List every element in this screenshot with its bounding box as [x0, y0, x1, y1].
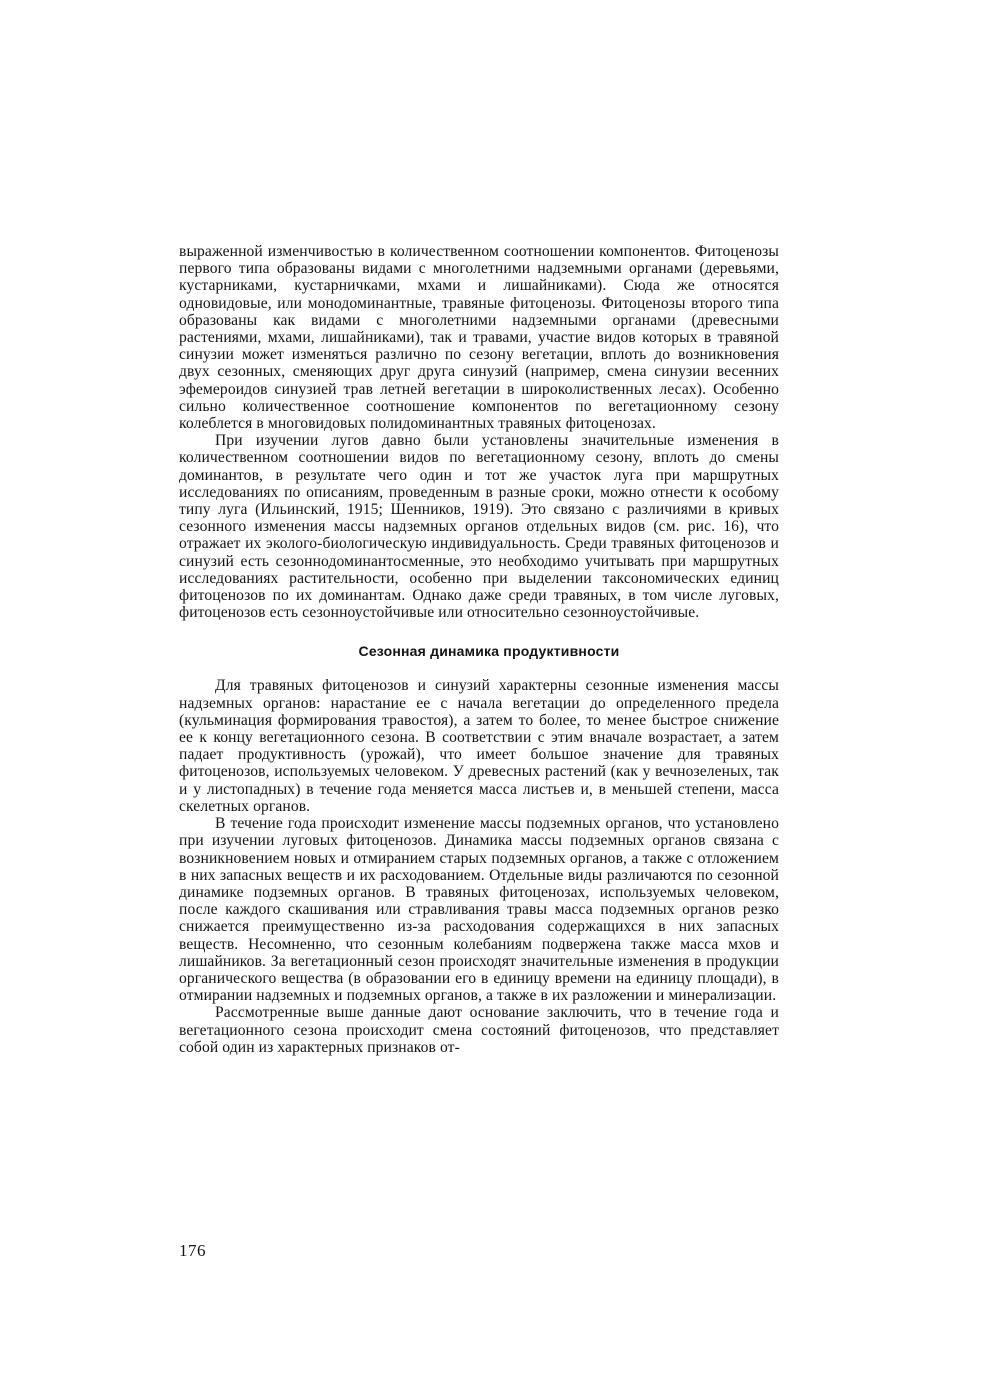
- paragraph-meadows: При изучении лугов давно были установлены значительные изменения в количественном соотношении видов по вегетационному сезону, вплоть до смены доминантов, в результате чего один и тот же участок луга при маршрутных исследованиях по описаниям, проведенным в разные сроки, можно отнести к особому типу луга (Ильинский, 1915; Шенников, 1919). Это связано с различиями в кривых сезонного изменения массы надземных органов отдельных видов (см. рис. 16), что отражает их эколого-биологическую индивидуальность. Среди травяных фитоценозов и синузий есть сезоннодоминантосменные, это необходимо учитывать при маршрутных исследованиях растительности, особенно при выделении таксономических единиц фитоценозов по их доминантам. Однако даже среди травяных, в том числе луговых, фитоценозов есть сезонноустойчивые или относительно сезонноустойчивые.: [179, 432, 779, 622]
- page-number: 176: [179, 1241, 206, 1260]
- paragraph-conclusion: Рассмотренные выше данные дают основание заключить, что в течение года и вегетационного сезона происходит смена состояний фитоценозов, что представляет собой один из характерных признаков от-: [179, 1004, 779, 1056]
- body-text: [179, 243, 779, 1056]
- paragraph-underground-organs: В течение года происходит изменение массы подземных органов, что установлено при изучении луговых фитоценозов. Динамика массы подземных органов связана с возникновением новых и отмиранием старых подземных органов, а также с отложением в них запасных веществ и их расходованием. Отдельные виды различаются по сезонной динамике подземных органов. В травяных фитоценозах, используемых человеком, после каждого скашивания или стравливания травы масса подземных органов резко снижается преимущественно из-за расходования содержащихся в них запасных веществ. Несомненно, что сезонным колебаниям подвержена также масса мхов и лишайников. За вегетационный сезон происходят значительные изменения в продукции органического вещества (в образовании его в единицу времени на единицу площади), в отмирании надземных и подземных органов, а также в их разложении и минерализации.: [179, 815, 779, 1005]
- section-heading: Сезонная динамика продуктивности: [358, 643, 620, 660]
- paragraph-aboveground-mass: Для травяных фитоценозов и синузий характерны сезонные изменения массы надземных органов: нарастание ее с начала вегетации до определенного предела (кульминация формирования травостоя), а затем то более, то менее быстрое снижение ее к концу вегетационного сезона. В соответствии с этим вначале возрастает, а затем падает продуктивность (урожай), что имеет большое значение для травяных фитоценозов, используемых человеком. У древесных растений (как у вечнозеленых, так и у листопадных) в течение года меняется масса листьев и, в меньшей степени, масса скелетных органов.: [179, 677, 779, 815]
- paragraph-continued: выраженной изменчивостью в количественном соотношении компонентов. Фитоценозы первого типа образованы видами с многолетними надземными органами (деревьями, кустарниками, кустарничками, мхами и лишайниками). Сюда же относятся одновидовые, или монодоминантные, травяные фитоценозы. Фитоценозы второго типа образованы как видами с многолетними надземными органами (древесными растениями, мхами, лишайниками), так и травами, участие видов которых в травяной синузии может изменяться различно по сезону вегетации, вплоть до возникновения двух сезонных, сменяющих друг друга синузий (например, смена синузии весенних эфемероидов синузией трав летней вегетации в широколиственных лесах). Особенно сильно количественное соотношение компонентов по вегетационному сезону колеблется в многовидовых полидоминантных травяных фитоценозах.: [179, 243, 779, 433]
